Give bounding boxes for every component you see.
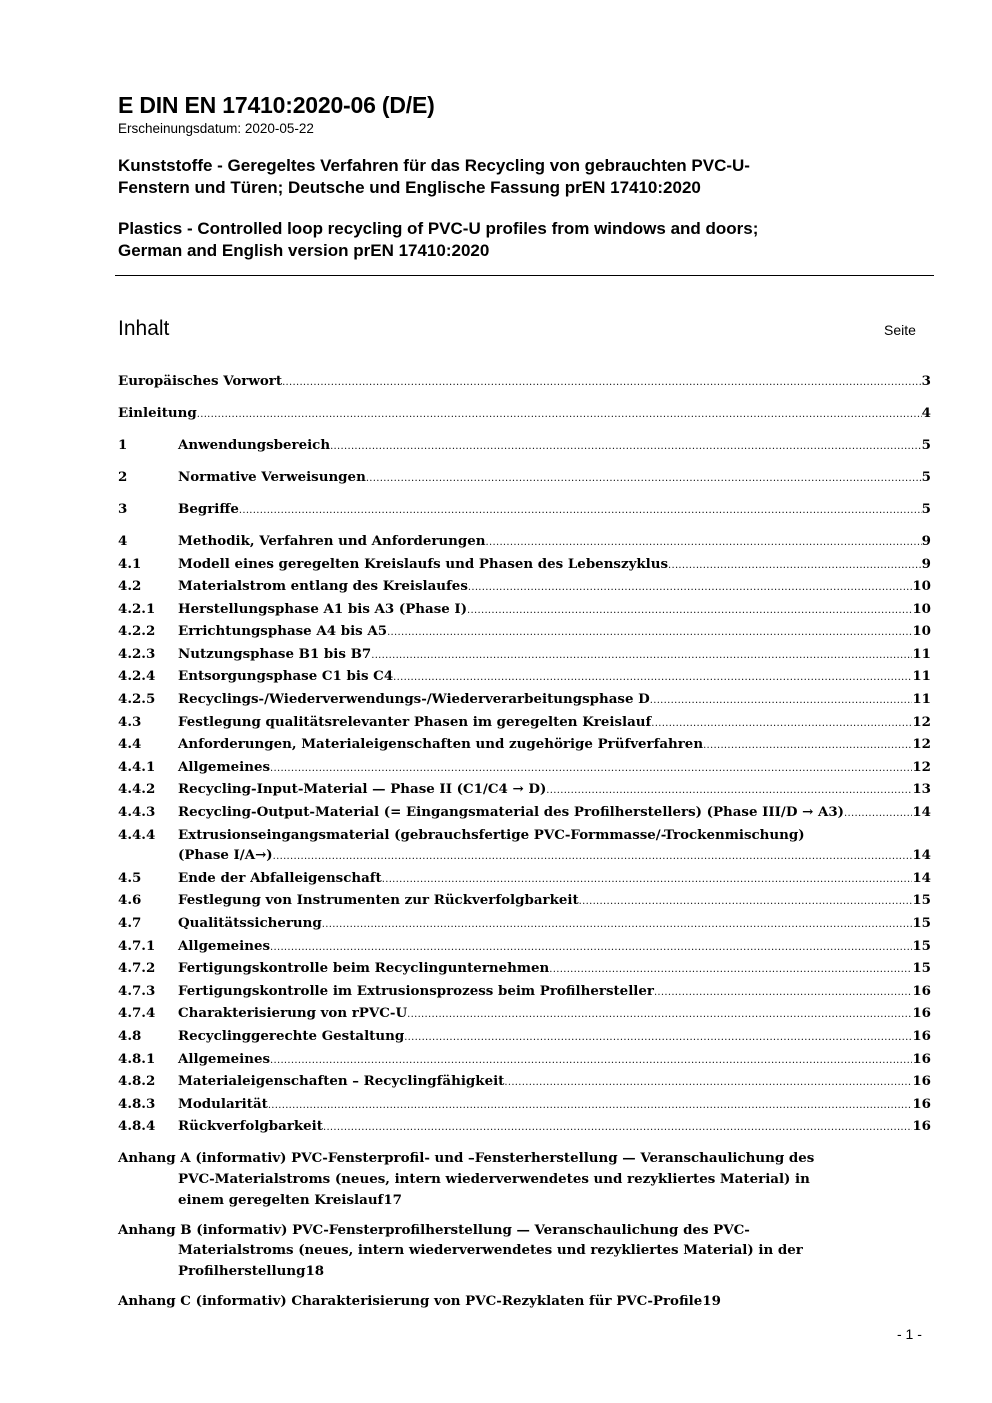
toc-entry-4[interactable] (118, 531, 931, 554)
toc-entry-4-8-3[interactable] (118, 1094, 931, 1117)
toc-entry-title: Ende der Abfalleigenschaft (178, 869, 382, 886)
annex-line: Anhang A (informativ) PVC-Fensterprofil- und –Fensterherstellung — Veranschaulichung des (118, 1150, 815, 1167)
toc-entry-page: 16 (912, 982, 931, 999)
toc-entry-page: 16 (912, 1095, 931, 1112)
toc-entry-4-7[interactable] (118, 913, 931, 936)
toc-entry-number: 4.1 (118, 555, 142, 572)
toc-entry-title: Errichtungsphase A4 bis A5 (178, 623, 388, 640)
annex-line: Profilherstellung (178, 1262, 306, 1279)
toc-entry-title: Entsorgungsphase C1 bis C4 (178, 668, 394, 685)
standard-id: E DIN EN 17410:2020-06 (D/E) (118, 92, 435, 118)
toc-entry-title: Recyclings-/Wiederverwendungs-/Wiederverarbeitungsphase D (178, 691, 650, 708)
toc-entry-title: Allgemeines (178, 758, 271, 775)
toc-entry-title: Recycling-Input-Material — Phase II (C1/C4 → D) (178, 781, 547, 798)
toc-entry-page: 16 (912, 1050, 931, 1067)
dot-leader (393, 666, 912, 689)
toc-entry-title: Materialeigenschaften – Recyclingfähigkeit (178, 1073, 505, 1090)
toc-entry-4-6[interactable] (118, 890, 931, 913)
toc-entry-title: Anwendungsbereich (178, 436, 331, 453)
dot-leader (387, 621, 912, 644)
dot-leader (197, 403, 922, 426)
toc-entry-4-4-3[interactable] (118, 802, 931, 825)
toc-entry-number: 4.5 (118, 869, 142, 886)
toc-entry-number: 4.8.1 (118, 1050, 156, 1067)
toc-entry-title-continued: (Phase I/A→) (178, 847, 273, 864)
toc-entry-page: 16 (912, 1118, 931, 1135)
toc-entry-4-2-1[interactable] (118, 599, 931, 622)
toc-entry-title: Einleitung (118, 404, 197, 421)
toc-entry-title: Allgemeines (178, 937, 271, 954)
dot-leader (270, 757, 912, 780)
annex-last-line (118, 1190, 931, 1211)
annex-line: Anhang B (informativ) PVC-Fensterprofilherstellung — Veranschaulichung des PVC- (118, 1221, 750, 1238)
dot-leader (546, 779, 912, 802)
annex-line: einem geregelten Kreislauf (178, 1191, 384, 1208)
toc-entry-title: Festlegung qualitätsrelevanter Phasen im geregelten Kreislauf (178, 713, 652, 730)
dot-leader (654, 981, 912, 1004)
toc-entry-4-3[interactable] (118, 712, 931, 735)
toc-entry-number: 4.8.4 (118, 1118, 156, 1135)
toc-entry-number: 4.7 (118, 915, 142, 932)
toc-entry-title: Materialstrom entlang des Kreislaufes (178, 578, 468, 595)
page-column-label: Seite (884, 322, 916, 338)
toc-entry-number: 2 (118, 468, 128, 485)
toc-entry-title: Fertigungskontrolle im Extrusionsprozess beim Profilhersteller (178, 982, 654, 999)
dot-leader (844, 802, 912, 825)
toc-entry-title: Rückverfolgbarkeit (178, 1118, 323, 1135)
toc-entry-number: 1 (118, 436, 128, 453)
toc-entry-number: 4.3 (118, 713, 142, 730)
toc-entry-title: Recycling-Output-Material (= Eingangsmaterial des Profilherstellers) (Phase III/D → A3) (178, 804, 845, 821)
toc-entry-number: 4.4.4 (118, 826, 156, 843)
page-number: - 1 - (897, 1326, 922, 1342)
toc-entry-4-4-4-continued[interactable] (118, 845, 931, 868)
toc-entry-number: 4.2.1 (118, 600, 156, 617)
annex-line: PVC-Materialstroms (neues, intern wiederverwendetes und rezykliertes Material) in (178, 1170, 810, 1187)
annex-last-line (118, 1261, 931, 1282)
toc-entry-1[interactable] (118, 435, 931, 458)
toc-entry-page: 15 (912, 915, 931, 932)
dot-leader (282, 371, 922, 394)
toc-entry-4-7-2[interactable] (118, 958, 931, 981)
toc-entry-annex-a[interactable] (118, 1148, 931, 1210)
dot-leader (407, 1003, 912, 1026)
toc-entry-3[interactable] (118, 499, 931, 522)
toc-entry-page: 15 (912, 960, 931, 977)
toc-entry-number: 4.2.2 (118, 623, 156, 640)
toc-entry-number: 4.4 (118, 736, 142, 753)
toc-entry-title: Methodik, Verfahren und Anforderungen (178, 532, 486, 549)
toc-entry-page: 19 (702, 1292, 721, 1309)
publication-date: Erscheinungsdatum: 2020-05-22 (118, 121, 314, 136)
toc-entry-page: 9 (921, 532, 931, 549)
toc-entry-number: 4.7.3 (118, 982, 156, 999)
dot-leader (323, 1116, 912, 1139)
toc-entry-4-8-2[interactable] (118, 1071, 931, 1094)
dot-leader (273, 845, 913, 868)
toc-entry-page: 11 (912, 691, 931, 708)
toc-entry-foreword[interactable] (118, 371, 931, 394)
toc-entry-page: 14 (912, 847, 931, 864)
title-english-line-2: German and English version prEN 17410:2020 (118, 241, 490, 260)
toc-entry-title: Charakterisierung von rPVC-U (178, 1005, 408, 1022)
toc-entry-title: Allgemeines (178, 1050, 271, 1067)
title-english-line-1: Plastics - Controlled loop recycling of PVC-U profiles from windows and doors; (118, 219, 759, 238)
toc-entry-number: 3 (118, 500, 128, 517)
dot-leader (651, 712, 912, 735)
dot-leader (549, 958, 912, 981)
toc-entry-4-7-1[interactable] (118, 936, 931, 959)
toc-entry-annex-b[interactable] (118, 1220, 931, 1282)
dot-leader (467, 599, 912, 622)
toc-entry-number: 4.4.1 (118, 758, 156, 775)
dot-leader (486, 531, 922, 554)
toc-entry-number: 4.2.5 (118, 691, 156, 708)
toc-entry-page: 14 (912, 869, 931, 886)
toc-entry-page: 4 (921, 404, 931, 421)
table-of-contents (118, 371, 931, 1311)
toc-entry-title: Nutzungsphase B1 bis B7 (178, 645, 372, 662)
toc-entry-number: 4.8.3 (118, 1095, 156, 1112)
toc-entry-4-8-1[interactable] (118, 1049, 931, 1072)
toc-entry-title: Herstellungsphase A1 bis A3 (Phase I) (178, 600, 468, 617)
toc-entry-4-7-4[interactable] (118, 1003, 931, 1026)
dot-leader (404, 1026, 912, 1049)
toc-entry-4-1[interactable] (118, 554, 931, 577)
document-header (118, 92, 934, 262)
dot-leader (268, 1094, 913, 1117)
title-german-line-1: Kunststoffe - Geregeltes Verfahren für das Recycling von gebrauchten PVC-U- (118, 156, 750, 175)
toc-entry-title: Europäisches Vorwort (118, 373, 283, 389)
toc-entry-4-8-4[interactable] (118, 1116, 931, 1139)
toc-entry-number: 4.8 (118, 1027, 142, 1044)
toc-entry-page: 18 (305, 1262, 325, 1279)
toc-entry-title: Normative Verweisungen (178, 468, 366, 485)
toc-entry-4-2[interactable] (118, 576, 931, 599)
dot-leader (703, 734, 912, 757)
toc-entry-4-2-5[interactable] (118, 689, 931, 712)
toc-entry-4-4-2[interactable] (118, 779, 931, 802)
toc-entry-title: Anforderungen, Materialeigenschaften und zugehörige Prüfverfahren (178, 736, 704, 753)
toc-entry-page: 9 (921, 555, 931, 572)
toc-entry-4-8[interactable] (118, 1026, 931, 1049)
toc-entry-number: 4 (118, 532, 128, 549)
toc-entry-page: 10 (912, 600, 931, 617)
toc-entry-page: 12 (912, 713, 931, 730)
toc-entry-page: 11 (912, 668, 931, 685)
dot-leader (239, 499, 922, 522)
toc-entry-page: 16 (912, 1073, 931, 1090)
toc-heading: Inhalt (118, 317, 170, 340)
toc-entry-annex-c[interactable] (118, 1291, 931, 1312)
toc-entry-page: 15 (912, 937, 931, 954)
header-divider (115, 275, 934, 276)
toc-entry-page: 5 (921, 500, 931, 517)
toc-entry-4-2-3[interactable] (118, 644, 931, 667)
toc-entry-title: Extrusionseingangsmaterial (gebrauchsfertige PVC-Formmasse/-Trockenmischung) (178, 826, 805, 843)
toc-entry-page: 17 (383, 1191, 402, 1208)
dot-leader (371, 644, 912, 667)
toc-entry-number: 4.7.2 (118, 960, 156, 977)
dot-leader (270, 936, 912, 959)
dot-leader (650, 689, 913, 712)
dot-leader (504, 1071, 912, 1094)
dot-leader (366, 467, 922, 490)
dot-leader (382, 868, 913, 891)
toc-entry-title: Modell eines geregelten Kreislaufs und Phasen des Lebenszyklus (178, 555, 668, 572)
toc-entry-4-4[interactable] (118, 734, 931, 757)
dot-leader (468, 576, 913, 599)
toc-entry-4-4-4[interactable] (118, 825, 931, 846)
title-english (118, 218, 934, 262)
title-german (118, 155, 934, 199)
toc-entry-number: 4.7.4 (118, 1005, 156, 1022)
toc-entry-title: Recyclinggerechte Gestaltung (178, 1027, 405, 1044)
toc-entry-number: 4.2.4 (118, 668, 156, 685)
dot-leader (322, 913, 913, 936)
toc-entry-title: Fertigungskontrolle beim Recyclingunternehmen (178, 960, 550, 977)
toc-entry-page: 16 (912, 1027, 931, 1044)
toc-entry-introduction[interactable] (118, 403, 931, 426)
toc-entry-page: 16 (912, 1005, 931, 1022)
title-german-line-2: Fenstern und Türen; Deutsche und Englische Fassung prEN 17410:2020 (118, 178, 701, 197)
dot-leader (330, 435, 922, 458)
toc-entry-4-2-2[interactable] (118, 621, 931, 644)
toc-entry-page: 5 (921, 468, 931, 485)
toc-entry-4-7-3[interactable] (118, 981, 931, 1004)
toc-entry-page: 13 (912, 781, 931, 798)
toc-entry-page: 15 (912, 892, 931, 909)
toc-entry-number: 4.4.3 (118, 804, 156, 821)
dot-leader (668, 554, 922, 577)
toc-entry-page: 10 (912, 578, 931, 595)
toc-entry-number: 4.8.2 (118, 1073, 156, 1090)
toc-entry-4-5[interactable] (118, 868, 931, 891)
toc-entry-page: 14 (912, 804, 931, 821)
toc-entry-title: Begriffe (178, 500, 239, 517)
toc-entry-page: 10 (912, 623, 931, 640)
annex-line: Anhang C (informativ) Charakterisierung von PVC-Rezyklaten für PVC-Profile (118, 1292, 703, 1309)
toc-entry-number: 4.6 (118, 892, 142, 909)
toc-entry-page: 11 (912, 645, 931, 662)
toc-entry-number: 4.2.3 (118, 645, 156, 662)
toc-entry-title: Festlegung von Instrumenten zur Rückverfolgbarkeit (178, 892, 579, 909)
toc-entry-page: 12 (912, 758, 931, 775)
toc-entry-title: Qualitätssicherung (178, 915, 322, 932)
toc-entry-page: 12 (912, 736, 931, 753)
toc-entry-2[interactable] (118, 467, 931, 490)
dot-leader (270, 1049, 912, 1072)
toc-entry-page: 3 (921, 373, 931, 389)
annex-last-line (118, 1291, 931, 1312)
dot-leader (579, 890, 913, 913)
annex-line: Materialstroms (neues, intern wiederverwendetes und rezykliertes Material) in der (178, 1242, 803, 1259)
toc-entry-page: 5 (921, 436, 931, 453)
toc-entry-number: 4.7.1 (118, 937, 156, 954)
toc-entry-4-4-1[interactable] (118, 757, 931, 780)
toc-entry-4-2-4[interactable] (118, 666, 931, 689)
toc-entry-number: 4.2 (118, 578, 142, 595)
toc-entry-title: Modularität (178, 1095, 268, 1112)
toc-entry-number: 4.4.2 (118, 781, 156, 798)
